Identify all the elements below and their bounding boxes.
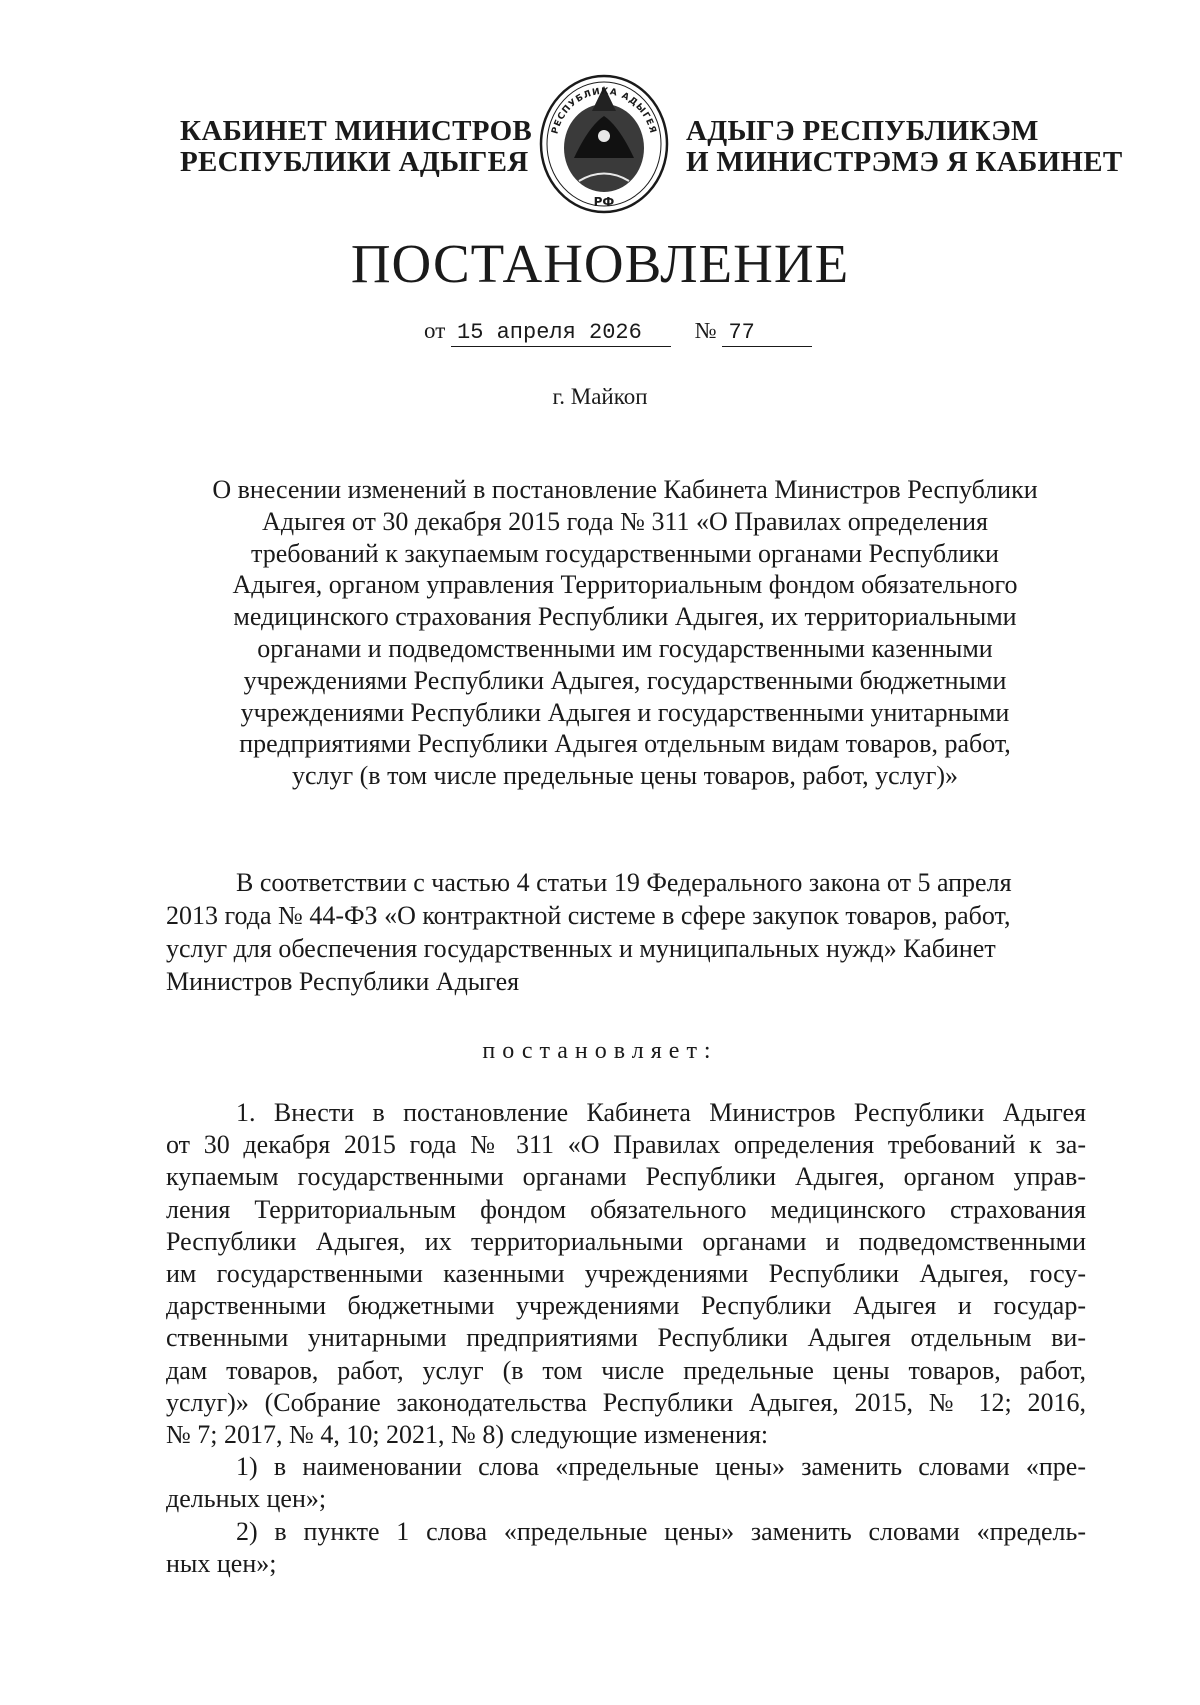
body-line: 2) в пункте 1 слова «предельные цены» заменить словами «предель- xyxy=(236,1516,1086,1546)
header-left-line: РЕСПУБЛИКИ АДЫГЕЯ xyxy=(180,146,529,178)
title-line: медицинского страхования Республики Адыгея, их территориальными xyxy=(233,602,1017,632)
title-line: Адыгея от 30 декабря 2015 года № 311 «О Правилах определения xyxy=(262,506,988,536)
title-line: Адыгея, органом управления Территориальным фондом обязательного xyxy=(232,570,1018,600)
document-title xyxy=(160,474,1090,792)
body-line: им государственными казенными учреждениями Республики Адыгея, госу- xyxy=(166,1259,1086,1289)
document-number: 77 xyxy=(722,320,812,347)
title-line: требований к закупаемым государственными органами Республики xyxy=(251,538,999,568)
document-city: г. Майкоп xyxy=(552,384,648,409)
title-line: органами и подведомственными им государственными казенными xyxy=(257,633,993,663)
body-line: 1. Внести в постановление Кабинета Министров Республики Адыгея xyxy=(236,1098,1086,1127)
title-line: предприятиями Республики Адыгея отдельным видам товаров, работ, xyxy=(239,729,1011,759)
resolves-heading: постановляет: xyxy=(482,1038,718,1064)
document-date: 15 апреля 2026 xyxy=(451,320,671,347)
body-line: купаемым государственными органами Республики Адыгея, органом управ- xyxy=(166,1162,1086,1192)
title-line: учреждениями Республики Адыгея, государственными бюджетными xyxy=(243,665,1007,695)
date-number-line xyxy=(424,316,812,347)
body-line: от 30 декабря 2015 года № 311 «О Правилах определения требований к за- xyxy=(166,1130,1086,1160)
emblem-top-text: РЕСПУБЛИКА АДЫГЕЯ xyxy=(550,86,658,136)
header-left xyxy=(180,115,533,178)
preamble-line: услуг для обеспечения государственных и муниципальных нужд» Кабинет xyxy=(166,934,996,963)
title-line: услуг (в том числе предельные цены товаров, работ, услуг)» xyxy=(291,761,959,791)
header-right xyxy=(686,115,1123,178)
body-line: дельных цен»; xyxy=(166,1484,327,1514)
preamble-line: Министров Республики Адыгея xyxy=(166,967,520,996)
body-line: ления Территориальным фондом обязательного медицинского страхования xyxy=(166,1194,1086,1224)
body-line: Республики Адыгея, их территориальными органами и подведомственными xyxy=(166,1226,1086,1256)
body-line: услуг)» (Собрание законодательства Республики Адыгея, 2015, № 12; 2016, xyxy=(166,1387,1086,1417)
title-line: О внесении изменений в постановление Кабинета Министров Республики xyxy=(212,475,1038,504)
document-body xyxy=(166,1097,1086,1580)
body-line: № 7; 2017, № 4, 10; 2021, № 8) следующие изменения: xyxy=(166,1420,769,1450)
preamble-line: В соответствии с частью 4 статьи 19 Федерального закона от 5 апреля xyxy=(236,868,1012,897)
body-line: 1) в наименовании слова «предельные цены» заменить словами «пре- xyxy=(236,1452,1086,1482)
preamble xyxy=(166,866,1086,998)
coat-of-arms-icon xyxy=(534,66,674,216)
title-line: учреждениями Республики Адыгея и государственными унитарными xyxy=(240,697,1010,727)
date-prefix: от xyxy=(424,318,446,343)
header-right-line: И МИНИСТРЭМЭ Я КАБИНЕТ xyxy=(686,146,1123,178)
preamble-line: 2013 года № 44-ФЗ «О контрактной системе в сфере закупок товаров, работ, xyxy=(166,901,1011,930)
header-right-line: АДЫГЭ РЕСПУБЛИКЭМ xyxy=(686,115,1039,147)
document-type: ПОСТАНОВЛЕНИЕ xyxy=(350,233,850,294)
body-line: ных цен»; xyxy=(166,1548,277,1578)
body-line: дарственными бюджетными учреждениями Республики Адыгея и государ- xyxy=(166,1291,1086,1321)
body-line: дам товаров, работ, услуг (в том числе предельные цены товаров, работ, xyxy=(166,1355,1086,1385)
header-left-line: КАБИНЕТ МИНИСТРОВ xyxy=(180,115,533,147)
body-line: ственными унитарными предприятиями Республики Адыгея отдельным ви- xyxy=(166,1323,1086,1353)
number-prefix: № xyxy=(694,318,717,343)
emblem-bottom-text: РФ xyxy=(593,195,615,209)
